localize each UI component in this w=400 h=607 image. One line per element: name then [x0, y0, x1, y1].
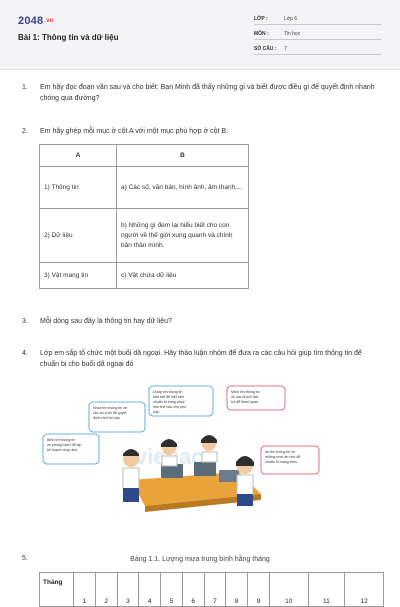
- question-number: 3.: [22, 318, 28, 325]
- month-cell: 6: [182, 573, 204, 607]
- svg-text:Bình tìm thông tinvề phong cản: Bình tìm thông tin về phong cảnh để lập kế hoạch chụp ảnh.: [47, 438, 82, 452]
- logo-suffix: .vn: [44, 18, 54, 25]
- month-cell: 12: [345, 573, 384, 607]
- laptop-icon: [219, 470, 239, 482]
- table-caption: Bảng 1.1. Lượng mưa trung bình hằng tháng: [130, 556, 270, 563]
- month-cell: 7: [204, 573, 226, 607]
- student-left: [123, 449, 139, 502]
- table-row: [40, 167, 249, 209]
- worksheet-header: [0, 0, 400, 70]
- table-cell: 3) Vật mang tin: [40, 263, 117, 289]
- column-header-a: A: [40, 145, 117, 167]
- question-number: 2.: [22, 128, 28, 135]
- month-cell: 8: [226, 573, 248, 607]
- question-number: 4.: [22, 350, 28, 357]
- table-cell: c) Vật chứa dữ liệu: [117, 263, 249, 289]
- table-cell: b) Những gì đem lại hiểu biết cho con người về thế giới xung quanh và chính bản thân mình.: [117, 209, 249, 263]
- table-cell: 2) Dữ liệu: [40, 209, 117, 263]
- table-row: [40, 573, 384, 607]
- meta-subject: [254, 29, 382, 40]
- table-cell: 1) Thông tin: [40, 167, 117, 209]
- month-cell: 2: [95, 573, 117, 607]
- speech-bubble: [261, 446, 319, 474]
- meta-label: MÔN :: [254, 31, 269, 37]
- speech-bubble: [43, 434, 99, 464]
- meta-value: 7: [284, 46, 287, 52]
- table-row: [40, 209, 249, 263]
- meta-grade: [254, 14, 382, 25]
- meta-question-count: [254, 44, 382, 55]
- month-cell: 10: [269, 573, 308, 607]
- meta-value: Lớp 6: [284, 16, 298, 22]
- svg-text:An tìm thông tin vềnhững món ă: An tìm thông tin về những món ăn nhẹ để chuẩn bị mang theo.: [265, 450, 301, 464]
- logo-text: 2048: [18, 15, 44, 27]
- month-cell: 4: [139, 573, 161, 607]
- meta-label: LỚP :: [254, 16, 268, 22]
- rainfall-table: [39, 572, 384, 607]
- month-cell: 3: [117, 573, 139, 607]
- classroom-illustration: [39, 384, 301, 520]
- svg-text:Khoa tìm thông tin vềcác trò c: Khoa tìm thông tin về các trò chơi để quyết định chơi trò nào.: [93, 406, 127, 420]
- page-title: Bài 1: Thông tin và dữ liệu: [18, 33, 119, 42]
- site-logo[interactable]: [18, 15, 54, 27]
- column-header-b: B: [117, 145, 249, 167]
- table-cell: a) Các số, văn bản, hình ảnh, âm thanh,...: [117, 167, 249, 209]
- question-number: 1.: [22, 84, 28, 91]
- svg-text:Minh tìm thông tinvề các di tí: Minh tìm thông tin về các di tích lịch sử để tham quan.: [231, 390, 260, 404]
- question-5-number: 5.: [22, 555, 28, 562]
- table-row: [40, 263, 249, 289]
- meta-label: SỐ CÂU :: [254, 46, 277, 52]
- speech-bubble: [89, 402, 145, 432]
- question-text: Em hãy đọc đoạn văn sau và cho biết: Bạn Minh đã thấy những gì và biết được điều gì để quyết định nhanh chóng qua đường?: [40, 84, 375, 102]
- question-text: Mỗi dòng sau đây là thông tin hay dữ liệu?: [40, 318, 172, 325]
- speech-bubble: [149, 386, 213, 416]
- question-text: Lớp em sắp tổ chức một buổi dã ngoại. Hãy thảo luận nhóm để đưa ra các câu hỏi giúp tìm thông tin để chuẩn bị cho buổi dã ngoại đó: [40, 350, 362, 368]
- month-cell: 1: [74, 573, 96, 607]
- meta-value: Tin học: [284, 31, 301, 37]
- svg-text:Dung tìm thông tinthời tiết để: Dung tìm thông tin thời tiết để biết nên chuẩn bị trang phục như thế nào cho phù hợp.: [153, 390, 187, 414]
- row-label: Tháng: [40, 573, 74, 607]
- speech-bubble: [227, 386, 285, 410]
- laptop-icon: [194, 462, 216, 476]
- month-cell: 9: [248, 573, 270, 607]
- matching-table: [39, 144, 249, 289]
- question-text: Em hãy ghép mỗi mục ở cột A với một mục phù hợp ở cột B:: [40, 128, 228, 135]
- month-cell: 11: [308, 573, 344, 607]
- student-right: [236, 456, 254, 506]
- month-cell: 5: [161, 573, 183, 607]
